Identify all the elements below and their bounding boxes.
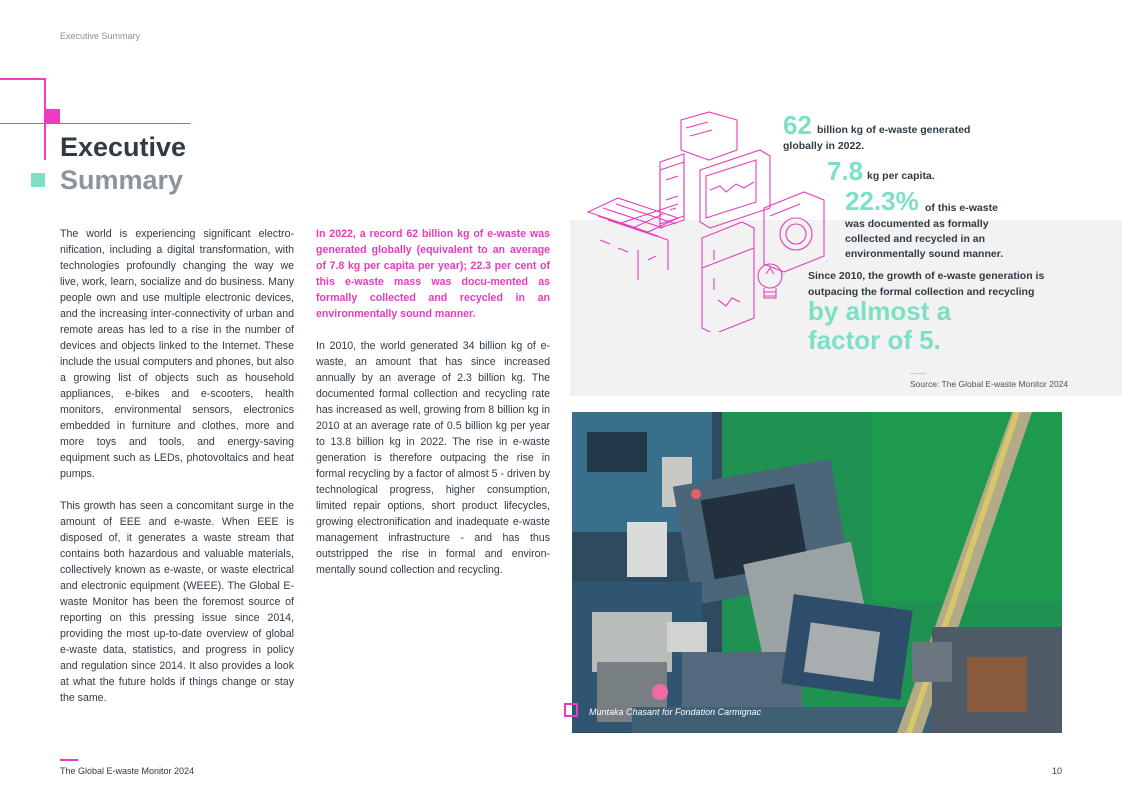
stat-emphasis <box>808 297 951 355</box>
paragraph: This growth has seen a concomitant surge in the amount of EEE and e-waste. When EEE is disposed of, it generates a waste stream that contains both hazardous and valuable materials, collectively known as e-waste, or waste electrical and electronic equipment (WEEE). The Global E-waste Monitor has been the foremost source of reporting on this pressing issue since 2014, providing the most up-to-date overview of global e-waste data, statistics, and progress in policy and regulation since 2014. It also provides a look at what the future holds if things change or stay the same. <box>60 500 294 704</box>
stat-value-62: 62 <box>783 110 812 140</box>
stat-value-per-capita: 7.8 <box>827 156 864 186</box>
credit-marker <box>564 703 578 717</box>
stat-text: kg per capita. <box>867 170 935 182</box>
decorative-line <box>0 78 45 80</box>
source-rule <box>910 373 926 374</box>
title-line-1: Executive <box>60 132 187 162</box>
stat-text: was documented as formally collected and recycled in an environmentally sound manner. <box>845 218 1004 260</box>
stat-value-percent: 22.3% <box>845 186 919 216</box>
stat-text: billion kg of e-waste generated <box>817 124 971 136</box>
stat-emphasis-line: factor of 5. <box>808 325 941 355</box>
footer-rule <box>60 759 78 761</box>
decorative-square-teal <box>31 173 45 187</box>
stat-text: globally in 2022. <box>783 140 865 152</box>
text-column-1 <box>60 226 294 722</box>
photo-credit: Muntaka Chasant for Fondation Carmignac <box>589 707 762 717</box>
running-header: Executive Summary <box>60 31 141 41</box>
title-line-2: Summary <box>60 165 184 195</box>
decorative-square-pink <box>45 109 60 123</box>
text-column-2 <box>316 226 550 594</box>
source-note: Source: The Global E-waste Monitor 2024 <box>910 379 1069 389</box>
highlight-paragraph: In 2022, a record 62 billion kg of e-waste was generated globally (equivalent to an average of 7.8 kg per capita per year); 22.3 per cent of this e-waste mass was docu-mented as formally collected and recycled in an environmentally sound manner. <box>316 228 550 320</box>
circuit-boards-photo <box>572 412 1062 733</box>
paragraph: In 2010, the world generated 34 billion kg of e-waste, an amount that has since increased annually by an average of 2.3 billion kg. The documented formal collection and recycling rate has increased as well, growing from 8 billion kg in 2010 at an average rate of 0.5 billion kg per year to 13.8 billion kg in 2022. The rise in e-waste generation is therefore outpacing the rise in formal recycling by a factor of almost 5 - driven by technological progress, higher consumption, limited repair options, short product lifecycles, growing electronification and inadequate e-waste management infrastructure - and has thus outstripped the rise in formal and environ-mentally sound collection and recycling. <box>316 340 550 576</box>
stat-emphasis-line: by almost a <box>808 296 952 326</box>
page-number: 10 <box>1052 766 1063 776</box>
page-title <box>60 131 186 197</box>
decorative-line <box>0 123 190 124</box>
paragraph: The world is experiencing significant electro-nification, including a digital transformation, with technologies profoundly changing the way we live, work, learn, socialize and do business. Many people own and use multiple electronic devices, and the increasing inter-connectivity of urban and remote areas has led to a rise in the number of devices and objects linked to the Internet. These include the usual computers and phones, but also a growing list of objects such as household appliances, e-bikes and e-scooters, health monitors, environmental sensors, electronics embedded in furniture and clothes, more and more toys and tools, and energy-saving equipment such as LEDs, photovoltaics and heat pumps. <box>60 228 294 480</box>
footer-publication: The Global E-waste Monitor 2024 <box>60 766 195 776</box>
stat-text: Since 2010, the growth of e-waste generation is outpacing the formal collection and recycling <box>808 270 1045 298</box>
stat-text: of this e-waste <box>925 202 998 214</box>
